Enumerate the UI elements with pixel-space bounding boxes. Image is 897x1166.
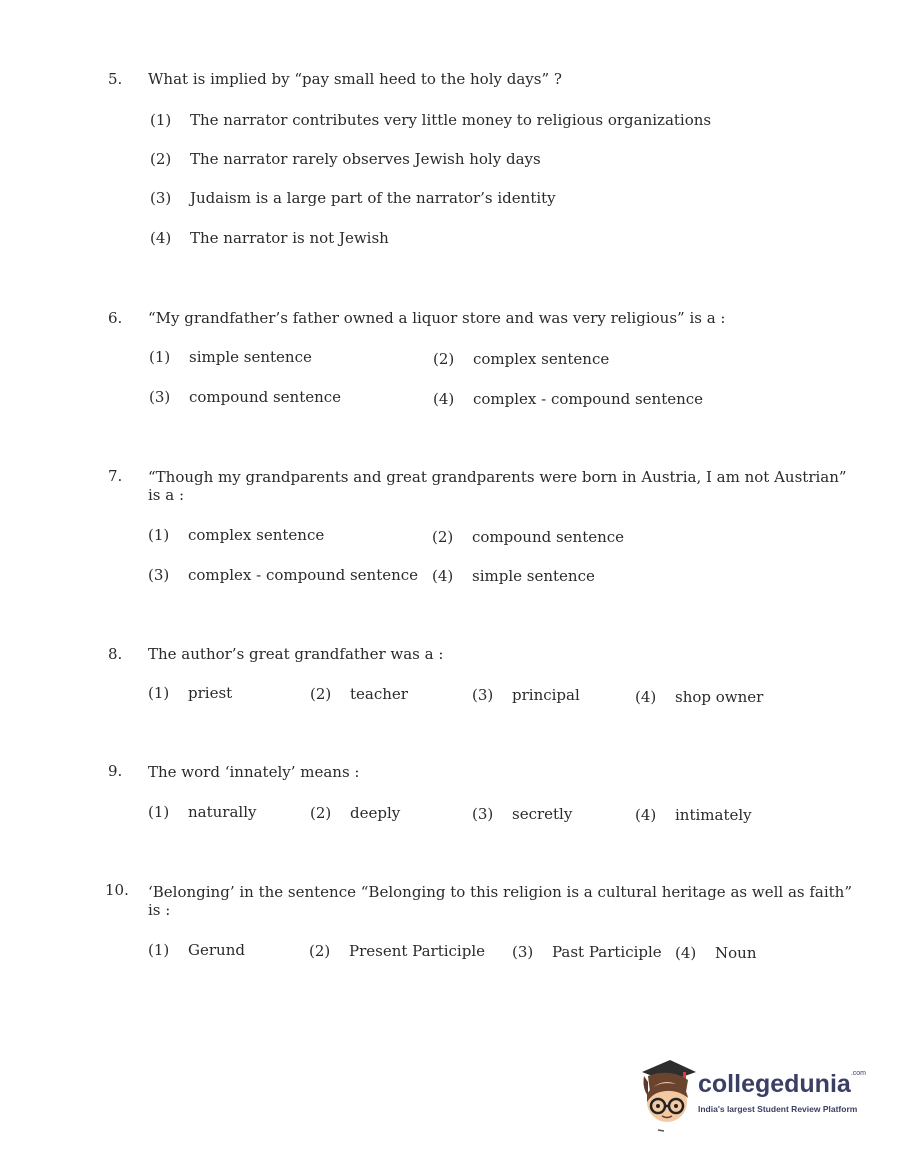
option-2: (2) compound sentence — [432, 528, 625, 546]
option-3: (3) complex - compound sentence — [148, 566, 419, 584]
logo-name: collegedunia$^{.com}$ — [698, 1070, 866, 1098]
question-text: ‘Belonging’ in the sentence “Belonging to this religion is a cultural heritage as well as faith” — [148, 883, 852, 901]
collegedunia-logo — [636, 1058, 866, 1133]
option-1: (1) simple sentence — [149, 348, 312, 366]
option-3: (3) principal — [472, 686, 580, 704]
option-3: (3) secretly — [472, 805, 573, 823]
question-text: “My grandfather’s father owned a liquor store and was very religious” is a : — [148, 309, 726, 327]
option-4: (4) simple sentence — [432, 567, 595, 585]
option-4: (4) intimately — [635, 806, 752, 824]
option-4: (4) Noun — [675, 944, 757, 962]
question-text: “Though my grandparents and great grandparents were born in Austria, I am not Austrian” — [148, 468, 847, 486]
question-text-line2: is a : — [148, 486, 185, 504]
mascot-icon — [636, 1058, 698, 1133]
question-number: 6. — [108, 309, 123, 327]
option-3: (3) Judaism is a large part of the narrator’s identity — [150, 189, 556, 207]
question-number: 7. — [108, 467, 123, 485]
option-1: (1) The narrator contributes very little money to religious organizations — [150, 111, 712, 129]
option-2: (2) complex sentence — [433, 350, 610, 368]
logo-tagline: India's largest Student Review Platform — [698, 1104, 858, 1114]
option-2: (2) The narrator rarely observes Jewish holy days — [150, 150, 541, 168]
option-3: (3) compound sentence — [149, 388, 342, 406]
option-2: (2) teacher — [310, 685, 408, 703]
question-number: 8. — [108, 645, 123, 663]
option-1: (1) priest — [148, 684, 233, 702]
option-4: (4) complex - compound sentence — [433, 390, 704, 408]
option-2: (2) Present Participle — [309, 942, 486, 960]
option-1: (1) naturally — [148, 803, 257, 821]
question-number: 9. — [108, 762, 123, 780]
question-text-line2: is : — [148, 901, 171, 919]
option-4: (4) shop owner — [635, 688, 764, 706]
option-1: (1) Gerund — [148, 941, 245, 959]
question-number: 5. — [108, 70, 123, 88]
question-text: The word ‘innately’ means : — [148, 763, 360, 781]
option-3: (3) Past Participle — [512, 943, 662, 961]
option-1: (1) complex sentence — [148, 526, 325, 544]
question-text: The author’s great grandfather was a : — [148, 645, 444, 663]
question-number: 10. — [105, 881, 129, 899]
question-text: What is implied by “pay small heed to the holy days” ? — [148, 70, 562, 88]
option-4: (4) The narrator is not Jewish — [150, 229, 389, 247]
option-2: (2) deeply — [310, 804, 401, 822]
